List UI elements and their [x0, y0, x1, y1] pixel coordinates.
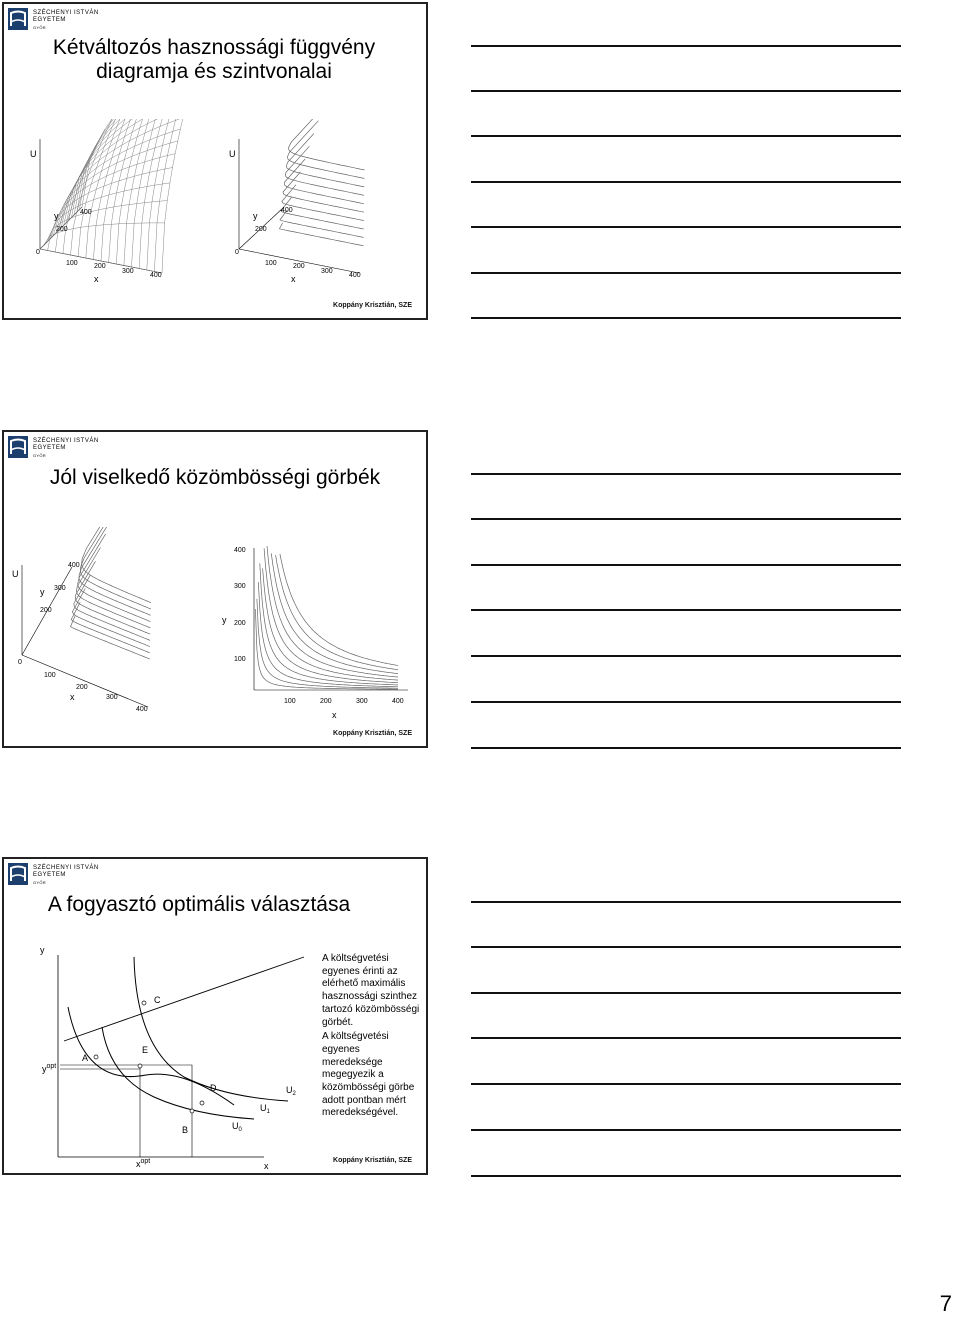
logo-line-3: GYŐR	[33, 25, 46, 30]
x-tick-400: 400	[150, 272, 162, 279]
y-axis-label: y	[40, 945, 45, 955]
optimal-choice-diagram	[24, 937, 314, 1173]
y-tick-300: 300	[234, 583, 246, 590]
surface-mesh-line	[71, 119, 113, 255]
x-tick-200: 200	[76, 684, 88, 691]
x-opt-label: $x^{opt}$	[136, 1158, 151, 1169]
note-line	[471, 317, 901, 319]
note-line	[471, 272, 901, 274]
surface-mesh-line	[82, 119, 204, 207]
indifference-curve	[80, 527, 151, 609]
u0-label: $U_0$	[232, 1121, 242, 1133]
y-opt-label: $y^{opt}$	[42, 1063, 57, 1074]
note-line	[471, 946, 901, 948]
point-c-label: C	[154, 995, 161, 1005]
explanation-text	[322, 953, 422, 1122]
university-logo	[8, 436, 118, 460]
indifference-curve	[271, 553, 398, 673]
utility-surface-svg	[22, 119, 222, 291]
y-axis-label: y	[222, 615, 227, 625]
slide-title: A fogyasztó optimális választása	[47, 893, 351, 916]
x-tick-300: 300	[321, 268, 333, 275]
x-tick-100: 100	[265, 260, 277, 267]
credit: Koppány Krisztián, SZE	[333, 302, 412, 309]
utility-contour-3d-svg	[219, 119, 419, 291]
slide-3	[2, 857, 428, 1175]
indifference-curve	[285, 146, 364, 195]
x-tick-300: 300	[356, 698, 368, 705]
x-axis-label: x	[291, 274, 296, 284]
note-line	[471, 1129, 901, 1131]
surface-mesh-line	[101, 119, 143, 261]
indifference-2d-plot	[212, 540, 424, 726]
page-number: 7	[939, 1291, 952, 1316]
indifference-curve	[284, 159, 364, 204]
university-logo	[8, 8, 118, 32]
slide-title-line-2: diagramja és szintvonalai	[96, 60, 332, 83]
indifference-curve	[289, 119, 365, 170]
utility-contour-3d-plot	[219, 119, 419, 291]
indifference-3d-plot	[8, 527, 208, 717]
note-line	[471, 226, 901, 228]
university-logo-icon	[8, 863, 28, 885]
explanation-paragraph-1: A költségvetési egyenes érinti az elérhető maximális hasznossági szinthez tartozó közömbösségi görbét.	[322, 953, 420, 1028]
logo-line-2: EGYETEM	[33, 445, 66, 451]
indifference-2d-svg	[212, 540, 424, 726]
slide-1	[2, 2, 428, 320]
logo-line-1: SZÉCHENYI ISTVÁN	[33, 865, 99, 871]
y-tick-200: 200	[255, 226, 267, 233]
point-e-label: E	[142, 1045, 149, 1055]
surface-mesh-line	[109, 119, 151, 263]
logo-line-3: GYŐR	[33, 453, 46, 458]
explanation-paragraph-2: A költségvetési egyenes meredeksége megegyezik a közömbösségi görbe adott pontban mért meredekségével.	[322, 1031, 415, 1119]
note-line	[471, 992, 901, 994]
y-tick-0: 0	[18, 659, 22, 666]
u2-label: $U_2$	[286, 1085, 296, 1097]
x-tick-400: 400	[392, 698, 404, 705]
u1-label: $U_1$	[260, 1103, 270, 1115]
slide-title-line-1: Kétváltozós hasznossági függvény	[52, 36, 376, 59]
y-axis-label: y	[40, 587, 45, 597]
indifference-curve	[281, 197, 364, 229]
note-line	[471, 901, 901, 903]
indifference-curve	[71, 616, 150, 659]
surface-mesh-line	[69, 119, 191, 220]
u-axis-label: U	[30, 149, 37, 159]
y-tick-300: 300	[54, 585, 66, 592]
university-logo-icon	[8, 8, 28, 30]
indifference-curve	[82, 527, 151, 603]
surface-mesh-line	[124, 119, 166, 266]
indifference-curve	[264, 548, 398, 680]
optimal-choice-svg	[24, 937, 314, 1173]
university-logo-icon	[8, 436, 28, 458]
y-tick-200: 200	[234, 620, 246, 627]
point-b-label: B	[182, 1125, 189, 1135]
y-tick-400: 400	[68, 562, 80, 569]
indifference-curve	[283, 172, 364, 212]
logo-line-3: GYŐR	[33, 880, 46, 885]
x-tick-100: 100	[66, 260, 78, 267]
slide-2	[2, 430, 428, 748]
note-line	[471, 473, 901, 475]
note-line	[471, 45, 901, 47]
y-tick-100: 100	[234, 656, 246, 663]
indifference-curve	[255, 609, 398, 689]
x-tick-200: 200	[320, 698, 332, 705]
note-line	[471, 135, 901, 137]
logo-text	[33, 865, 99, 886]
y-tick-400: 400	[281, 207, 293, 214]
x-tick-400: 400	[136, 706, 148, 713]
x-tick-100: 100	[284, 698, 296, 705]
note-line	[471, 90, 901, 92]
logo-line-1: SZÉCHENYI ISTVÁN	[33, 438, 99, 444]
indifference-3d-svg	[8, 527, 208, 717]
indifference-curve	[74, 575, 150, 641]
x-tick-200: 200	[293, 263, 305, 270]
y-tick-200: 200	[40, 607, 52, 614]
y-axis-label: y	[253, 211, 258, 221]
surface-mesh-line	[55, 143, 97, 252]
indifference-curve	[276, 555, 398, 670]
logo-line-2: EGYETEM	[33, 872, 66, 878]
surface-mesh-line	[162, 119, 204, 273]
slide-title	[34, 36, 394, 84]
note-line	[471, 518, 901, 520]
x-tick-400: 400	[349, 272, 361, 279]
y-tick-0: 0	[36, 249, 40, 256]
surface-mesh-line	[147, 119, 189, 270]
note-line	[471, 609, 901, 611]
note-line	[471, 655, 901, 657]
y-tick-400: 400	[80, 209, 92, 216]
x-tick-300: 300	[122, 268, 134, 275]
credit: Koppány Krisztián, SZE	[333, 730, 412, 737]
note-line	[471, 1083, 901, 1085]
logo-text	[33, 10, 99, 31]
y-tick-200: 200	[56, 226, 68, 233]
x-tick-200: 200	[94, 263, 106, 270]
indifference-curve	[286, 134, 364, 187]
point-d-label: D	[210, 1083, 217, 1093]
surface-mesh-line	[132, 119, 174, 267]
surface-mesh-line	[74, 119, 196, 215]
x-axis-label: x	[332, 710, 337, 720]
logo-text	[33, 438, 99, 459]
note-line	[471, 747, 901, 749]
note-line	[471, 1175, 901, 1177]
note-line	[471, 701, 901, 703]
note-line	[471, 564, 901, 566]
slide-title: Jól viselkedő közömbösségi görbék	[49, 466, 381, 489]
y-tick-400: 400	[234, 547, 246, 554]
y-axis-label: y	[54, 211, 59, 221]
u-axis-label: U	[12, 569, 19, 579]
x-axis-label: x	[94, 274, 99, 284]
indifference-curve	[280, 554, 398, 666]
point-a-label: A	[82, 1053, 89, 1063]
u-axis-label: U	[229, 149, 236, 159]
indifference-curve	[267, 546, 398, 677]
note-line	[471, 181, 901, 183]
university-logo	[8, 863, 118, 887]
y-tick-0: 0	[235, 249, 239, 256]
x-tick-100: 100	[44, 672, 56, 679]
logo-line-1: SZÉCHENYI ISTVÁN	[33, 10, 99, 16]
surface-mesh-line	[63, 129, 105, 253]
logo-line-2: EGYETEM	[33, 17, 66, 23]
surface-mesh-line	[154, 119, 196, 272]
x-axis-label: x	[264, 1161, 269, 1171]
note-line	[471, 1037, 901, 1039]
x-tick-300: 300	[106, 694, 118, 701]
credit: Koppány Krisztián, SZE	[333, 1157, 412, 1164]
x-axis-label: x	[70, 692, 75, 702]
utility-surface-plot	[22, 119, 222, 291]
